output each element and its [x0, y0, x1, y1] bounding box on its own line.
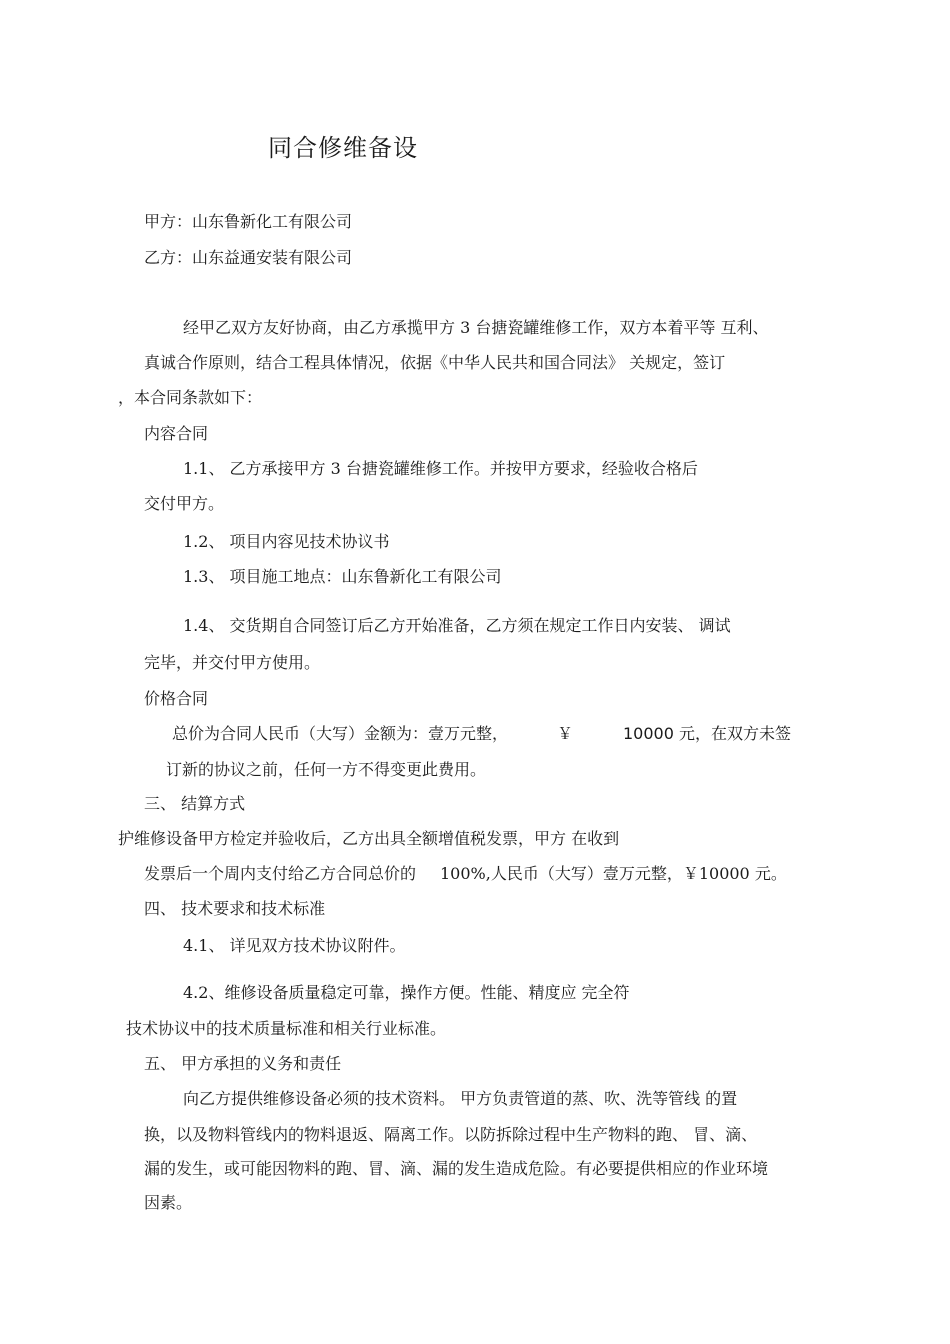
- clause-4-2-cont: 技术协议中的技术质量标准和相关行业标准。: [126, 1019, 447, 1038]
- yen-sign: ￥: [557, 724, 574, 743]
- obligation-line-3: 漏的发生，或可能因物料的跑、冒、滴、漏的发生造成危险。有必要提供相应的作业环境: [144, 1159, 769, 1178]
- clause-1-1: 1.1、 乙方承接甲方 3 台搪瓷罐维修工作。并按甲方要求，经验收合格后: [183, 459, 698, 478]
- clause-4-2: 4.2、维修设备质量稳定可靠，操作方便。性能、精度应 完全符: [183, 983, 630, 1002]
- price-line-1: 总价为合同人民币（大写）金额为：壹万元整，: [172, 724, 509, 743]
- party-b: 乙方：山东益通安装有限公司: [144, 248, 353, 267]
- clause-4-1: 4.1、 详见双方技术协议附件。: [183, 936, 406, 955]
- clause-1-4: 1.4、 交货期自合同签订后乙方开始准备，乙方须在规定工作日内安装、 调试: [183, 616, 731, 635]
- intro-line-1: 经甲乙双方友好协商，由乙方承揽甲方 3 台搪瓷罐维修工作，双方本着平等 互利、: [183, 318, 769, 337]
- section-2-heading: 价格合同: [144, 689, 209, 708]
- section-5-heading: 五、 甲方承担的义务和责任: [144, 1054, 342, 1073]
- intro-line-2: 真诚合作原则，结合工程具体情况，依据《中华人民共和国合同法》 关规定，签订: [144, 353, 726, 372]
- intro-line-3: ，本合同条款如下：: [118, 388, 263, 407]
- price-amount: 10000 元，在双方未签: [623, 724, 791, 743]
- obligation-line-2: 换，以及物料管线内的物料退返、隔离工作。以防拆除过程中生产物料的跑、 冒、滴、: [144, 1125, 758, 1144]
- page-title: 同合修维备设: [268, 134, 418, 162]
- clause-1-3: 1.3、 项目施工地点：山东鲁新化工有限公司: [183, 567, 502, 586]
- section-1-heading: 内容合同: [144, 424, 209, 443]
- clause-1-2: 1.2、 项目内容见技术协议书: [183, 532, 390, 551]
- obligation-line-4: 因素。: [144, 1193, 193, 1212]
- clause-1-1-cont: 交付甲方。: [144, 494, 225, 513]
- party-a: 甲方：山东鲁新化工有限公司: [144, 212, 353, 231]
- clause-1-4-cont: 完毕，并交付甲方使用。: [144, 653, 321, 672]
- section-4-heading: 四、 技术要求和技术标准: [144, 899, 326, 918]
- obligation-line-1: 向乙方提供维修设备必须的技术资料。 甲方负责管道的蒸、吹、洗等管线 的置: [183, 1089, 738, 1108]
- price-line-2: 订新的协议之前，任何一方不得变更此费用。: [166, 760, 487, 779]
- section-3-heading: 三、 结算方式: [144, 794, 246, 813]
- settlement-line-2-left: 发票后一个周内支付给乙方合同总价的: [144, 864, 417, 883]
- settlement-line-1: 护维修设备甲方检定并验收后，乙方出具全额增值税发票，甲方 在收到: [118, 829, 620, 848]
- settlement-line-2-right: 100%,人民币（大写）壹万元整，￥10000 元。: [440, 864, 787, 883]
